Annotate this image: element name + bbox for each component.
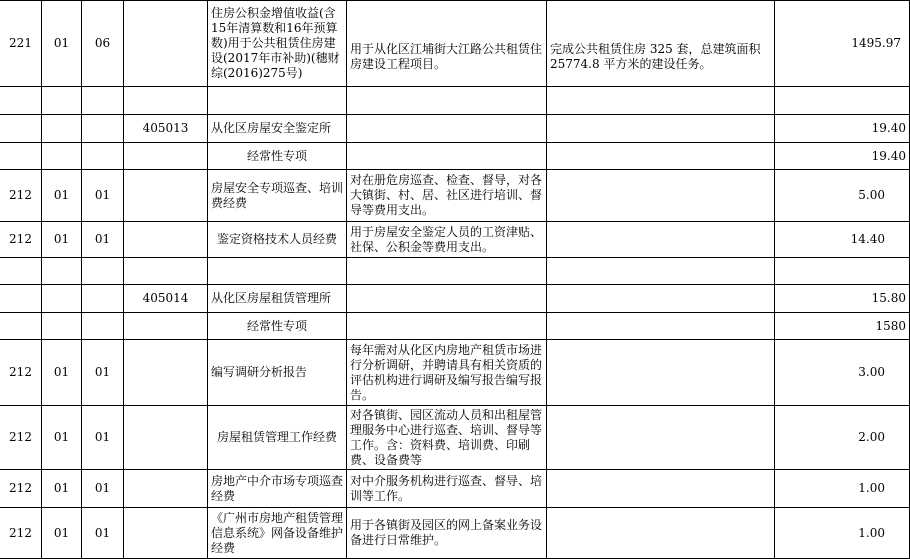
project-name: 住房公积金增值收益(含15年清算数和16年预算数)用于公共租赁住房建设(2017年市补助)(穗财综(2016)275号) <box>208 1 347 87</box>
project-description <box>347 87 547 115</box>
unit-code <box>124 340 208 406</box>
unit-code <box>124 1 208 87</box>
code-section <box>42 143 82 170</box>
amount: 2.00 <box>775 406 910 470</box>
project-description: 对在册危房巡查、检查、督导，对各大镇街、村、居、社区进行培训、督导等费用支出。 <box>347 170 547 222</box>
code-section <box>42 313 82 340</box>
code-item <box>82 313 124 340</box>
amount: 14.40 <box>775 222 910 258</box>
table-row <box>0 1 910 87</box>
table-row <box>0 143 910 170</box>
table-row <box>0 87 910 115</box>
code-section <box>42 115 82 143</box>
code-item <box>82 285 124 313</box>
code-class: 212 <box>0 222 42 258</box>
code-class: 212 <box>0 170 42 222</box>
code-item: 01 <box>82 340 124 406</box>
amount: 1495.97 <box>775 1 910 87</box>
code-section <box>42 258 82 285</box>
code-section: 01 <box>42 340 82 406</box>
code-class <box>0 285 42 313</box>
performance-target <box>547 406 775 470</box>
project-description <box>347 258 547 285</box>
project-description: 用于房屋安全鉴定人员的工资津贴、社保、公积金等费用支出。 <box>347 222 547 258</box>
table-row <box>0 258 910 285</box>
performance-target <box>547 115 775 143</box>
code-class <box>0 87 42 115</box>
amount: 15.80 <box>775 285 910 313</box>
table-row <box>0 470 910 508</box>
amount: 19.40 <box>775 143 910 170</box>
performance-target <box>547 470 775 508</box>
table-row <box>0 313 910 340</box>
project-description: 每年需对从化区内房地产租赁市场进行分析调研，并聘请具有相关资质的评估机构进行调研及编写报告编写报告。 <box>347 340 547 406</box>
code-section: 01 <box>42 470 82 508</box>
amount: 19.40 <box>775 115 910 143</box>
code-class: 212 <box>0 406 42 470</box>
project-name: 房屋租赁管理工作经费 <box>208 406 347 470</box>
code-item <box>82 258 124 285</box>
amount: 5.00 <box>775 170 910 222</box>
project-description <box>347 115 547 143</box>
project-name: 鉴定资格技术人员经费 <box>208 222 347 258</box>
performance-target: 完成公共租赁住房 325 套，总建筑面积 25774.8 平方米的建设任务。 <box>547 1 775 87</box>
performance-target <box>547 313 775 340</box>
code-section: 01 <box>42 1 82 87</box>
amount <box>775 87 910 115</box>
table-row <box>0 406 910 470</box>
project-name: 房屋安全专项巡查、培训费经费 <box>208 170 347 222</box>
table-row <box>0 170 910 222</box>
table-row <box>0 340 910 406</box>
unit-code <box>124 87 208 115</box>
table-row <box>0 222 910 258</box>
amount: 1.00 <box>775 470 910 508</box>
table-row <box>0 115 910 143</box>
performance-target <box>547 285 775 313</box>
table-row <box>0 285 910 313</box>
amount: 1.00 <box>775 508 910 559</box>
code-section: 01 <box>42 170 82 222</box>
code-section: 01 <box>42 406 82 470</box>
code-class: 212 <box>0 470 42 508</box>
unit-code: 405013 <box>124 115 208 143</box>
unit-code <box>124 222 208 258</box>
unit-name: 从化区房屋安全鉴定所 <box>208 115 347 143</box>
unit-code: 405014 <box>124 285 208 313</box>
project-name: 房地产中介市场专项巡查经费 <box>208 470 347 508</box>
code-section <box>42 285 82 313</box>
performance-target <box>547 222 775 258</box>
project-name <box>208 258 347 285</box>
code-item <box>82 87 124 115</box>
code-section: 01 <box>42 222 82 258</box>
performance-target <box>547 258 775 285</box>
code-class: 212 <box>0 508 42 559</box>
project-description: 对中介服务机构进行巡查、督导、培训等工作。 <box>347 470 547 508</box>
project-name: 编写调研分析报告 <box>208 340 347 406</box>
unit-code <box>124 313 208 340</box>
code-class <box>0 143 42 170</box>
project-name <box>208 87 347 115</box>
unit-name: 从化区房屋租赁管理所 <box>208 285 347 313</box>
project-description <box>347 285 547 313</box>
code-item: 06 <box>82 1 124 87</box>
performance-target <box>547 340 775 406</box>
amount: 1580 <box>775 313 910 340</box>
performance-target <box>547 143 775 170</box>
code-item: 01 <box>82 508 124 559</box>
unit-code <box>124 258 208 285</box>
project-description <box>347 143 547 170</box>
performance-target <box>547 170 775 222</box>
unit-code <box>124 170 208 222</box>
code-item: 01 <box>82 170 124 222</box>
code-section: 01 <box>42 508 82 559</box>
category-label: 经常性专项 <box>208 143 347 170</box>
unit-code <box>124 508 208 559</box>
code-item <box>82 143 124 170</box>
amount <box>775 258 910 285</box>
unit-code <box>124 406 208 470</box>
performance-target <box>547 508 775 559</box>
project-description <box>347 313 547 340</box>
code-class <box>0 313 42 340</box>
code-item <box>82 115 124 143</box>
code-class <box>0 115 42 143</box>
code-class: 212 <box>0 340 42 406</box>
performance-target <box>547 87 775 115</box>
code-item: 01 <box>82 406 124 470</box>
unit-code <box>124 143 208 170</box>
code-item: 01 <box>82 222 124 258</box>
table-row <box>0 508 910 559</box>
project-description: 用于各镇街及园区的网上备案业务设备进行日常维护。 <box>347 508 547 559</box>
category-label: 经常性专项 <box>208 313 347 340</box>
project-description: 对各镇街、园区流动人员和出租屋管理服务中心进行巡查、培训、督导等工作。含：资料费、培训费、印刷费、设备费等 <box>347 406 547 470</box>
project-name: 《广州市房地产租赁管理信息系统》网备设备维护经费 <box>208 508 347 559</box>
project-description: 用于从化区江埔街大江路公共租赁住房建设工程项目。 <box>347 1 547 87</box>
amount: 3.00 <box>775 340 910 406</box>
code-section <box>42 87 82 115</box>
code-class: 221 <box>0 1 42 87</box>
unit-code <box>124 470 208 508</box>
code-item: 01 <box>82 470 124 508</box>
code-class <box>0 258 42 285</box>
